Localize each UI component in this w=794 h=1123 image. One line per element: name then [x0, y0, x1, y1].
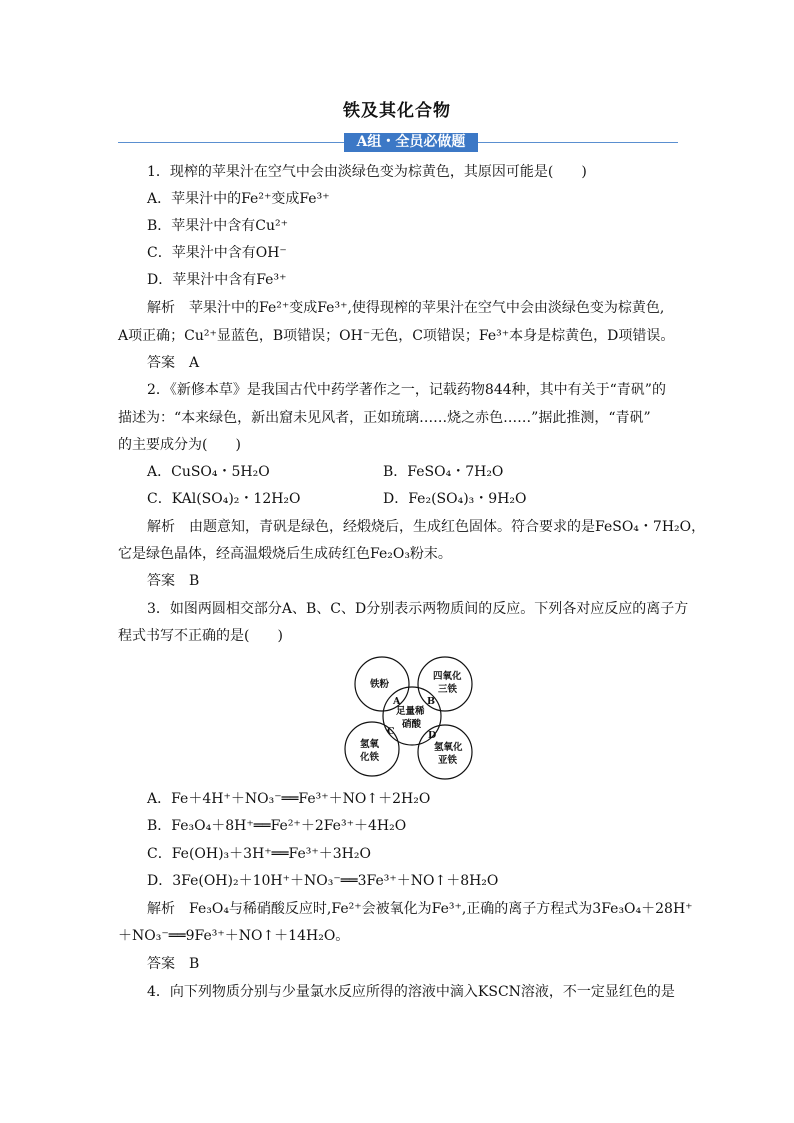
- q1-analysis-line1: 解析 苹果汁中的Fe²⁺变成Fe³⁺,使得现榨的苹果汁在空气中会由淡绿色变为棕黄色,: [147, 300, 665, 316]
- q1-option-c: C．苹果汁中含有OH⁻: [147, 245, 287, 261]
- q1-option-d: D．苹果汁中含有Fe³⁺: [147, 272, 287, 288]
- q2-option-d: D．Fe₂(SO₄)₃・9H₂O: [383, 491, 527, 507]
- q1-option-a: A．苹果汁中的Fe²⁺变成Fe³⁺: [147, 191, 330, 207]
- q3-stem-line2: 程式书写不正确的是( ): [118, 628, 283, 644]
- q2-stem-line2: 描述为：“本来绿色，新出窟未见风者，正如琉璃……烧之赤色……”据此推测，“青矾”: [118, 410, 651, 426]
- q2-option-b: B．FeSO₄・7H₂O: [383, 464, 504, 480]
- q2-analysis-line1: 解析 由题意知，青矾是绿色，经煅烧后，生成红色固体。符合要求的是FeSO₄・7H₂O，: [147, 519, 706, 535]
- diagram-label-acid-1: 足量稀: [396, 706, 425, 717]
- section-banner: A组・全员必做题: [344, 133, 478, 152]
- q1-stem: 1．现榨的苹果汁在空气中会由淡绿色变为棕黄色，其原因可能是( ): [147, 164, 587, 180]
- q2-option-a: A．CuSO₄・5H₂O: [147, 464, 270, 480]
- q3-analysis-line1: 解析 Fe₃O₄与稀硝酸反应时,Fe²⁺会被氧化为Fe³⁺,正确的离子方程式为3Fe₃O₄＋28H⁺: [147, 901, 693, 917]
- q3-option-b: B．Fe₃O₄＋8H⁺══Fe²⁺＋2Fe³⁺＋4H₂O: [147, 818, 407, 834]
- diagram-label-ferrous-2: 亚铁: [438, 755, 458, 766]
- diagram-label-b: B: [427, 696, 436, 707]
- q2-stem-line1: 2．《新修本草》是我国古代中药学著作之一，记载药物844种，其中有关于“青矾”的: [147, 382, 666, 398]
- diagram-label-ferrous-1: 氢氧化: [434, 742, 463, 753]
- page-title: 铁及其化合物: [343, 101, 451, 121]
- q2-answer: 答案 B: [147, 573, 200, 589]
- q2-stem-line3: 的主要成分为( ): [118, 437, 241, 453]
- q1-answer: 答案 A: [147, 355, 200, 371]
- diagram-label-ferric-1: 氢氧: [360, 739, 380, 750]
- diagram-label-tetroxide-1: 四氧化: [433, 671, 462, 682]
- q3-answer: 答案 B: [147, 956, 200, 972]
- q3-option-d: D．3Fe(OH)₂＋10H⁺＋NO₃⁻══3Fe³⁺＋NO↑＋8H₂O: [147, 873, 499, 889]
- q1-option-b: B．苹果汁中含有Cu²⁺: [147, 218, 289, 234]
- diagram-label-ferric-2: 化铁: [360, 752, 380, 763]
- diagram-label-d: D: [428, 730, 437, 741]
- reaction-circles-diagram: [342, 654, 478, 782]
- diagram-label-a: A: [393, 696, 401, 707]
- diagram-label-tetroxide-2: 三铁: [438, 684, 458, 695]
- diagram-label-c: C: [387, 726, 395, 737]
- diagram-label-iron-powder: 铁粉: [370, 679, 390, 690]
- q3-stem-line1: 3．如图两圆相交部分A、B、C、D分别表示两物质间的反应。下列各对应反应的离子方: [147, 601, 689, 617]
- q3-option-c: C．Fe(OH)₃＋3H⁺══Fe³⁺＋3H₂O: [147, 846, 371, 862]
- q2-analysis-line2: 它是绿色晶体，经高温煅烧后生成砖红色Fe₂O₃粉末。: [118, 546, 452, 562]
- q4-stem-line1: 4．向下列物质分别与少量氯水反应所得的溶液中滴入KSCN溶液，不一定显红色的是: [147, 984, 675, 1000]
- q3-option-a: A．Fe＋4H⁺＋NO₃⁻══Fe³⁺＋NO↑＋2H₂O: [147, 791, 431, 807]
- q1-analysis-line2: A项正确；Cu²⁺显蓝色，B项错误；OH⁻无色，C项错误；Fe³⁺本身是棕黄色，D项错误。: [118, 328, 675, 344]
- q2-option-c: C．KAl(SO₄)₂・12H₂O: [147, 491, 301, 507]
- diagram-label-acid-2: 硝酸: [402, 719, 422, 730]
- q3-analysis-line2: ＋NO₃⁻══9Fe³⁺＋NO↑＋14H₂O。: [118, 928, 350, 944]
